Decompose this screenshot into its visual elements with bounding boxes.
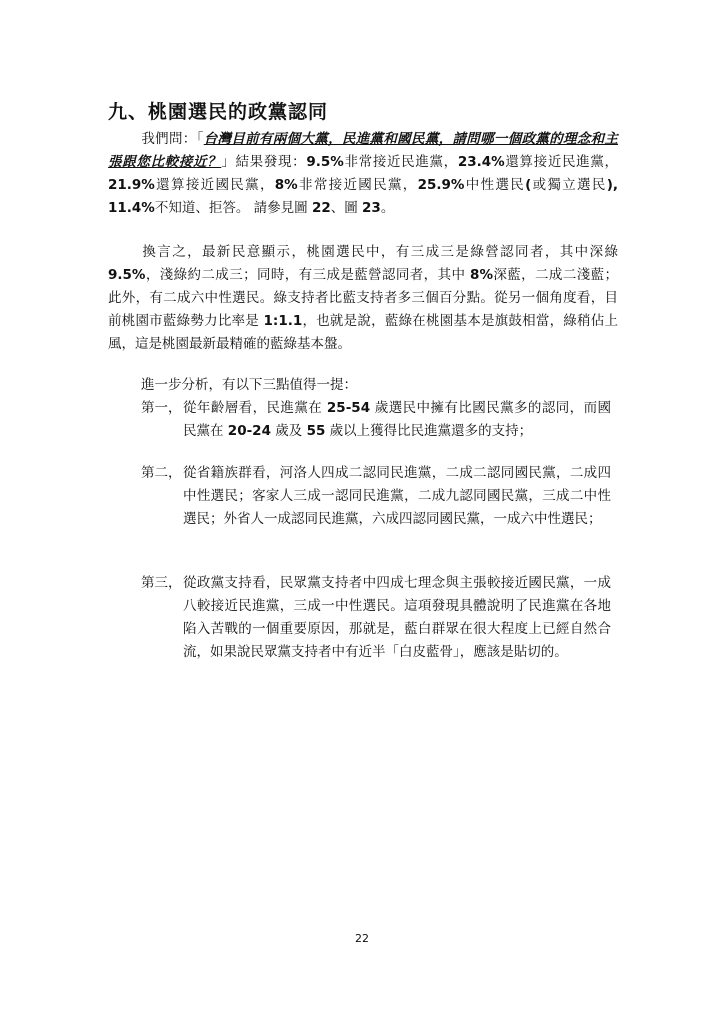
text: 歲選民中擁有比國民黨多的認同，而國民黨在: [183, 400, 611, 439]
stat: 21.9%: [108, 177, 155, 193]
text: 」結果發現：: [221, 154, 307, 170]
text: 中性選民: [464, 177, 526, 193]
text: 還算接近國民黨，: [154, 177, 275, 193]
text: 從年齡層看，民進黨在: [183, 400, 327, 416]
stat: 8%: [470, 267, 493, 283]
point-label: 第一，: [141, 400, 182, 416]
stat: (: [525, 177, 532, 193]
stat: 25.9%: [417, 177, 465, 193]
text: 歲以上獲得比民進黨還多的支持；: [325, 423, 533, 439]
point-text: 從省籍族群看，河洛人四成二認同民進黨，二成二認同國民黨，二成四中性選民；客家人三成一認同民進黨，二成九認同國民黨，三成二中性選民；外省人一成認同民進黨，六成四認同國民黨，一成六中性選民；: [183, 465, 611, 527]
figure-ref: 22: [311, 200, 331, 216]
survey-question: 台灣目前有兩個大黨，民進黨和國民黨，請問哪一個政黨的理念和主張跟您比較接近？: [108, 131, 619, 170]
stat: ),: [606, 177, 619, 193]
section-heading: 九、桃園選民的政黨認同: [108, 101, 329, 123]
text: 非常接近民進黨，: [343, 154, 458, 170]
text: ，也就是說，藍綠在桃園基本是旗鼓相當，綠稍佔上風，這是桃園最新最精確的藍綠基本盤。: [108, 313, 618, 352]
text: 還算接近民進黨，: [504, 154, 619, 170]
stat: 55: [306, 423, 326, 439]
point-item: [141, 462, 611, 531]
stat: 11.4%: [108, 200, 155, 216]
text: 。: [380, 200, 395, 216]
text: 非常接近國民黨，: [297, 177, 418, 193]
text: ，淺綠約二成三；同時，有三成是藍營認同者，其中: [145, 267, 471, 283]
stat: 9.5%: [108, 267, 146, 283]
stat: 23.4%: [457, 154, 505, 170]
text: 歲及: [270, 423, 307, 439]
paragraph-survey-question: [108, 128, 618, 220]
stat: 8%: [274, 177, 298, 193]
point-item: [141, 572, 611, 664]
stat: 1:1.1: [263, 313, 303, 329]
point-text: [183, 397, 611, 443]
point-item: [141, 397, 611, 443]
paragraph-summary: [108, 241, 618, 356]
stat: 9.5%: [306, 154, 344, 170]
text: 不知道、拒答。 請參見圖: [154, 200, 312, 216]
stat: 20-24: [227, 423, 271, 439]
stat: 25-54: [326, 400, 371, 416]
point-text: 從政黨支持看，民眾黨支持者中四成七理念與主張較接近國民黨，一成八較接近民進黨，三成一中性選民。這項發現具體說明了民進黨在各地陷入苦戰的一個重要原因，那就是，藍白群眾在很大程度上已經自然合流，如果說民眾黨支持者中有近半「白皮藍骨」，應該是貼切的。: [183, 575, 611, 660]
text: 我們問：「: [141, 131, 204, 147]
page-number: 22: [355, 932, 369, 945]
text: 或獨立選民: [531, 177, 607, 193]
text: 、圖: [330, 200, 363, 216]
figure-ref: 23: [362, 200, 381, 216]
point-label: 第三，: [141, 575, 182, 591]
analysis-lead: 進一步分析，有以下三點值得一提：: [141, 377, 357, 393]
text: 換言之，最新民意顯示，桃園選民中，有三成三是綠營認同者，其中深綠: [141, 244, 618, 260]
point-label: 第二，: [141, 465, 182, 481]
text: 深藍，二成二淺藍；此外，有二成六中性選民。綠支持者比藍支持者多三個百分點。從另一個角度看，目前桃園市藍綠勢力比率是: [108, 267, 618, 329]
